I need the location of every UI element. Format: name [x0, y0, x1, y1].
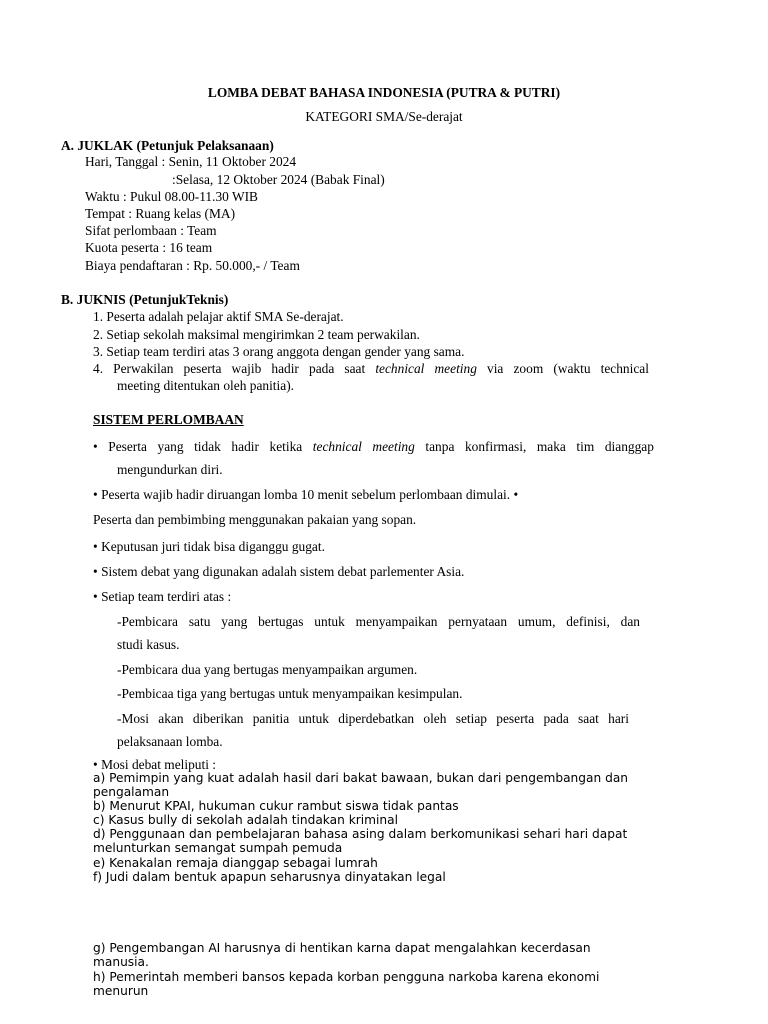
- mosi-item-f: f) Judi dalam bentuk apapun seharusnya dinyatakan legal: [93, 870, 446, 884]
- bullet: •: [93, 564, 98, 579]
- juklak-date-line: Hari, Tanggal : Senin, 11 Oktober 2024: [85, 154, 297, 169]
- sistem-point-1: • Peserta yang tidak hadir ketika technical meeting tanpa konfirmasi, maka tim dianggap: [93, 439, 654, 454]
- sistem-point-3: Peserta dan pembimbing menggunakan pakaian yang sopan.: [93, 512, 417, 527]
- role-speaker-1-cont: studi kasus.: [117, 637, 180, 652]
- mosi-item-c: c) Kasus bully di sekolah adalah tindakan kriminal: [93, 813, 398, 827]
- sistem-point-1-cont: mengundurkan diri.: [117, 462, 223, 477]
- mosi-item-a: a) Pemimpin yang kuat adalah hasil dari bakat bawaan, bukan dari pengembangan dan: [93, 771, 629, 785]
- document-subtitle: KATEGORI SMA/Se-derajat: [305, 109, 463, 124]
- juknis-heading: B. JUKNIS (PetunjukTeknis): [61, 292, 229, 307]
- sistem-point-5: • Sistem debat yang digunakan adalah sistem debat parlementer Asia.: [93, 564, 465, 579]
- role-motion-note-cont: pelaksanaan lomba.: [117, 734, 223, 749]
- juknis-item-4-cont: meeting ditentukan oleh panitia).: [117, 378, 295, 393]
- juklak-quota-line: Kuota peserta : 16 team: [85, 240, 213, 255]
- juklak-heading: A. JUKLAK (Petunjuk Pelaksanaan): [61, 138, 274, 153]
- mosi-item-e: e) Kenakalan remaja dianggap sebagai lumrah: [93, 856, 378, 870]
- bullet: •: [93, 487, 98, 502]
- mosi-item-d-cont: melunturkan semangat sumpah pemuda: [93, 841, 343, 855]
- bullet: •: [93, 539, 98, 554]
- mosi-heading: • Mosi debat meliputi :: [93, 757, 216, 772]
- mosi-item-b: b) Menurut KPAI, hukuman cukur rambut siswa tidak pantas: [93, 799, 459, 813]
- mosi-item-g-cont: manusia.: [93, 955, 149, 969]
- juklak-time-line: Waktu : Pukul 08.00-11.30 WIB: [85, 189, 258, 204]
- sistem-point-2: • Peserta wajib hadir diruangan lomba 10 menit sebelum perlombaan dimulai. •: [93, 487, 519, 502]
- juklak-place-line: Tempat : Ruang kelas (MA): [85, 206, 236, 221]
- sistem-heading: SISTEM PERLOMBAAN: [93, 412, 244, 427]
- mosi-item-a-cont: pengalaman: [93, 785, 170, 799]
- bullet: •: [513, 487, 519, 502]
- role-motion-note: -Mosi akan diberikan panitia untuk diperdebatkan oleh setiap peserta pada saat hari: [117, 711, 629, 726]
- juklak-date-final-line: :Selasa, 12 Oktober 2024 (Babak Final): [172, 172, 385, 187]
- mosi-item-h: h) Pemerintah memberi bansos kepada korban pengguna narkoba karena ekonomi: [93, 970, 600, 984]
- bullet: •: [93, 439, 98, 454]
- mosi-item-g: g) Pengembangan AI harusnya di hentikan karna dapat mengalahkan kecerdasan: [93, 941, 591, 955]
- mosi-item-d: d) Penggunaan dan pembelajaran bahasa asing dalam berkomunikasi sehari hari dapat: [93, 827, 628, 841]
- juknis-item-1: 1. Peserta adalah pelajar aktif SMA Se-derajat.: [93, 309, 344, 324]
- juklak-fee-line: Biaya pendaftaran : Rp. 50.000,- / Team: [85, 258, 300, 273]
- mosi-item-h-cont: menurun: [93, 984, 149, 998]
- juknis-item-2: 2. Setiap sekolah maksimal mengirimkan 2 team perwakilan.: [93, 327, 420, 342]
- bullet: •: [93, 589, 98, 604]
- sistem-point-4: • Keputusan juri tidak bisa diganggu gugat.: [93, 539, 325, 554]
- juknis-item-4: 4. Perwakilan peserta wajib hadir pada saat technical meeting via zoom (waktu technical: [93, 361, 649, 376]
- juklak-nature-line: Sifat perlombaan : Team: [85, 223, 217, 238]
- juknis-item-3: 3. Setiap team terdiri atas 3 orang anggota dengan gender yang sama.: [93, 344, 465, 359]
- document-title: LOMBA DEBAT BAHASA INDONESIA (PUTRA & PUTRI): [207, 85, 561, 100]
- bullet: •: [93, 757, 98, 772]
- role-speaker-1: -Pembicara satu yang bertugas untuk menyampaikan pernyataan umum, definisi, dan: [117, 614, 640, 629]
- role-speaker-3: -Pembicaa tiga yang bertugas untuk menyampaikan kesimpulan.: [117, 686, 463, 701]
- role-speaker-2: -Pembicara dua yang bertugas menyampaikan argumen.: [117, 662, 418, 677]
- sistem-point-6: • Setiap team terdiri atas :: [93, 589, 232, 604]
